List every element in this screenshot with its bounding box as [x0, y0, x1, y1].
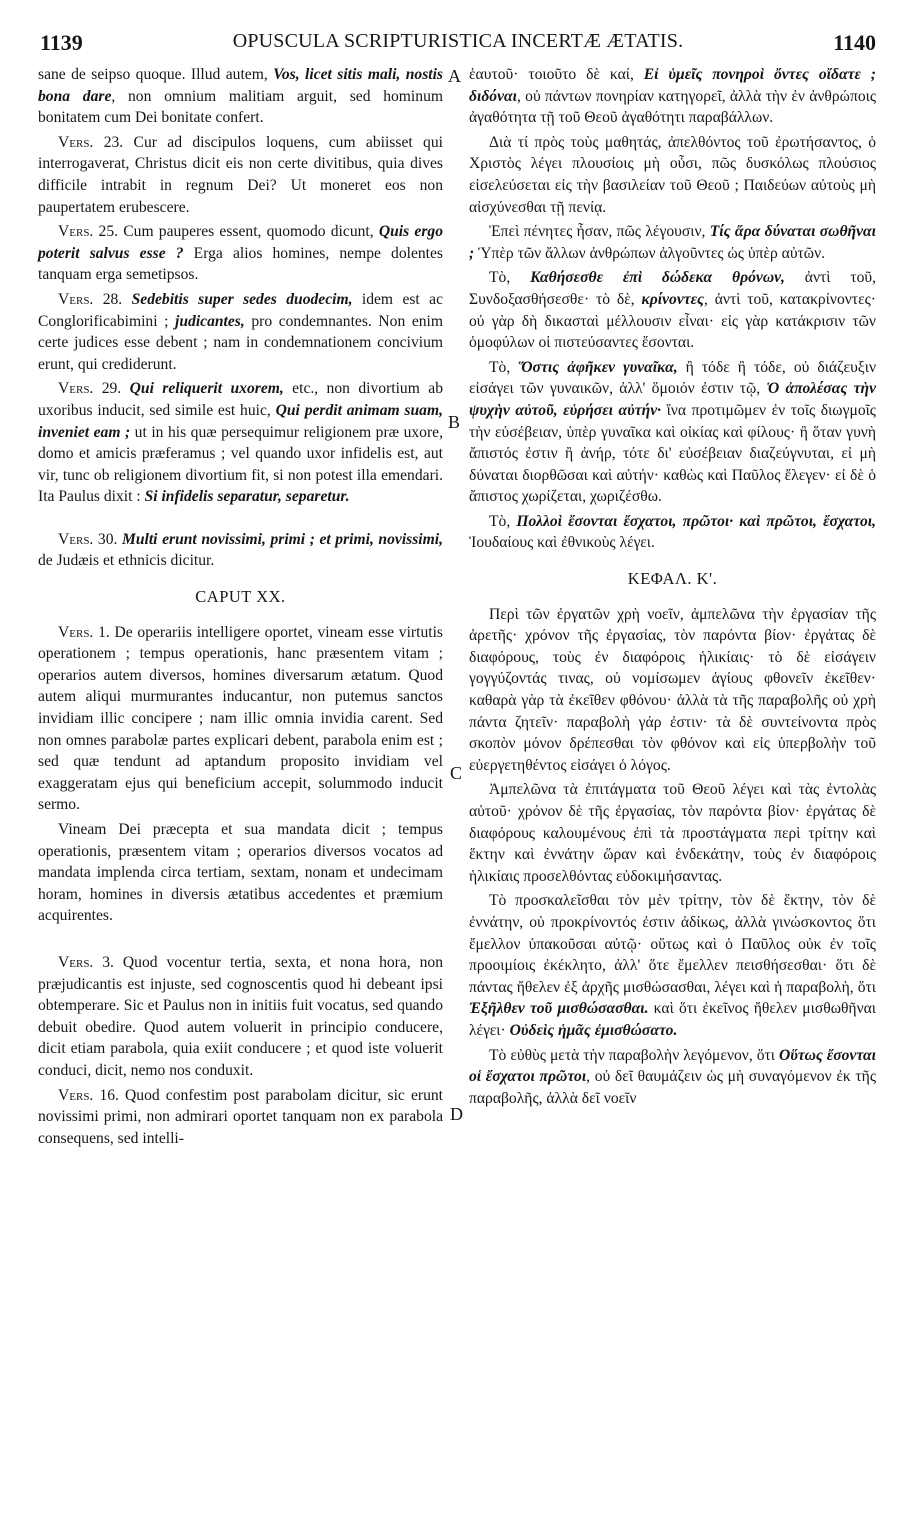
greek-paragraph: Τὸ εὐθὺς μετὰ τὴν παραβολὴν λεγόμενον, ὅτι Οὕτως ἔσονται οἱ ἔσχατοι πρῶτοι, οὐ δεῖ θαυμάζειν ὡς μὴ συναγόμενον ἐκ τῆς παραβολῆς, ἀλλὰ δεῖ νοεῖν	[469, 1046, 876, 1107]
greek-paragraph: Ἀμπελῶνα τὰ ἐπιτάγματα τοῦ Θεοῦ λέγει καὶ τὰς ἐντολὰς αὐτοῦ· χρόνον δὲ τῆς ἐργασίας, τὸν παρόντα βίον· ἐργάτας δὲ διαφόρους καλουμένους ἐπὶ τὰ προστάγματα περὶ τρίτην καὶ ἕκτην καὶ ἐννάτην ὥραν καὶ ἑνδεκάτην, τοὺς ἐν διαφόροις ἡλικίαις προσελθόντας εὐδοκιμήσαντας.	[469, 781, 876, 885]
verse-label: Vers. 25.	[58, 223, 119, 241]
greek-paragraph: ἑαυτοῦ· τοιοῦτο δὲ καί, Εἰ ὑμεῖς πονηροὶ ὄντες οἴδατε ; διδόναι, οὐ πάντων πονηρίαν κατηγορεῖ, ἀλλὰ τὴν ἐν ἀνθρώποις ἀγαθότητα τῇ τοῦ Θεοῦ ἀγαθότητι παραβάλλων.	[469, 66, 876, 127]
page-header	[40, 30, 876, 64]
verse-label: Vers. 1.	[58, 623, 110, 641]
verse-label: Vers. 29.	[58, 380, 122, 398]
latin-paragraph: Vineam Dei præcepta et sua mandata dicit ; tempus operationis, præsentem vitam ; operarios diversos vocatos ad mandata implenda circa tertiam, sextam, nonam et undecimam horam, homines in diversis ætatibus accedentes et præmium acquirentes.	[38, 821, 443, 925]
verse-label: Vers. 3.	[58, 953, 114, 971]
chapter-heading-latin: CAPUT XX.	[195, 587, 286, 607]
latin-paragraph: Vers. 3. Quod vocentur tertia, sexta, et nona hora, non præjudicantis est injuste, sed cognoscentis quod hi debeant ipsi obtemperare. Sic et Paulus non in initiis fuit vocatus, sed quando debuit obedire. Quod autem voluerit in principio conducere, dicit etiam parabola, quia exiit conducere ; et quod iste voluerit conduci, dicit, nemo nos conduxit.	[38, 953, 444, 1079]
latin-paragraph: Vers. 1. De operariis intelligere oportet, vineam esse virtutis operationem ; tempus operationis, hanc præsentem vitam ; operarios autem diversos, homines diversarum ætatum. Quod autem aliqui murmurantes inducantur, non putemus sanctos invidiam illic concipere ; nam illic omnia invidia carent. Sed non omnes parabolæ partes explicari debent, parabola enim est ; sed quæ tendunt ad aptandum proposito invidiam vel exaggeratam ejus qui beneficium accepit, solummodo inducit sermo.	[38, 623, 443, 814]
greek-paragraph: Περὶ τῶν ἐργατῶν χρὴ νοεῖν, ἀμπελῶνα τὴν ἐργασίαν τῆς ἀρετῆς· χρόνον τῆς ἐργασίας, τὸν παρόντα βίον· ἐργάτας δὲ διαφόρους, τοὺς ἐν διαφόροις ἡλικίαις· τὸ δὲ εἰσάγειν γογγύζοντάς τινας, οὐ νομίσωμεν ἁγίους φθονεῖν ἐκεῖθεν· καθαρὰ γὰρ τὰ ἐκεῖθεν φθόνου· ἀλλὰ τὰ τῆς παραβολῆς οὐ χρὴ πάντα ζητεῖν· παραβολὴ γάρ ἐστιν· τὰ δὲ συντείνοντα πρὸς σκοπὸν μόνον δρέπεσθαι τὸν φθόνον καὶ εἰς ὑπερβολὴν τοῦ εὐεργετηθέντος εἰσάγει ὁ λόγος.	[469, 605, 876, 774]
latin-paragraph: Vers. 25. Cum pauperes essent, quomodo dicunt, Quis ergo poterit salvus esse ? Erga alios homines, nempe dolentes tanquam erga semetipsos.	[38, 223, 443, 284]
latin-paragraph: sane de seipso quoque. Illud autem, Vos, licet sitis mali, nostis bona dare, non omnium malitiam arguit, sed hominum bonitatem cum Dei bonitate confert.	[38, 66, 444, 127]
greek-paragraph: Ἐπεὶ πένητες ἦσαν, πῶς λέγουσιν, Τίς ἄρα δύναται σωθῆναι ; Ὑπὲρ τῶν ἄλλων ἀνθρώπων ἀλγοῦντες ὡς ὑπὲρ αὐτῶν.	[469, 223, 876, 262]
verse-label: Vers. 23.	[58, 133, 124, 151]
greek-column	[469, 64, 876, 1112]
page-number-left: 1139	[40, 30, 83, 55]
latin-paragraph: Vers. 29. Qui reliquerit uxorem, etc., non divortium ab uxoribus inducit, sed simile est huic, Qui perdit animam suam, inveniet eam ; ut in his quæ persequimur religionem præ uxore, domo et amicis præferamus ; vel quando uxor infidelis est, aut vir, tunc ob religionem divortium fit, si non potest illa emendari. Ita Paulus dixit : Si infidelis separatur, separetur.	[38, 380, 443, 506]
margin-marker-b: B	[448, 412, 461, 432]
margin-marker-c: C	[450, 763, 463, 783]
greek-paragraph: Τὸ, Καθήσεσθε ἐπὶ δώδεκα θρόνων, ἀντὶ τοῦ, Συνδοξασθήσεσθε· τὸ δὲ, κρίνοντες, ἀντὶ τοῦ, κατακρίνοντες· οὐ γὰρ δὴ δικασταὶ μέλλουσιν εἶναι· εἰς γὰρ κατάκρισιν τῶν ὁμοφύλων οἱ πιστεύσαντες ἔσονται.	[469, 269, 876, 352]
greek-paragraph: Τὸ προσκαλεῖσθαι τὸν μὲν τρίτην, τὸν δὲ ἕκτην, τὸν δὲ ἐννάτην, οὐ προκρίνοντός ἐστιν ἀδίκως, ἀλλὰ γινώσκοντος ὅτι ἔμελλον ὑπακοῦσαι αὐτῷ· οὕτως καὶ ὁ Παῦλος οὐκ ἐν τοῖς προοιμίοις ἐκέκλητο, ἀλλ' ὅτε ἔμελλεν πεισθήσεσθαι· ὅτι δὲ πάντας ἤθελεν ἐξ ἀρχῆς μισθώσασθαι, λέγει καὶ ἡ παραβολὴ, ὅτι Ἐξῆλθεν τοῦ μισθώσασθαι. καὶ ὅτι ἐκεῖνος ἤθελεν μισθωθῆναι λέγει· Οὐδεὶς ἡμᾶς ἐμισθώσατο.	[469, 892, 876, 1039]
verse-label: Vers. 16.	[58, 1086, 119, 1104]
latin-paragraph: Vers. 30. Multi erunt novissimi, primi ; et primi, novissimi, de Judæis et ethnicis dicitur.	[38, 530, 443, 570]
running-title: OPUSCULA SCRIPTURISTICA INCERTÆ ÆTATIS.	[232, 30, 684, 52]
page-number-right: 1140	[833, 30, 876, 55]
greek-paragraph: Τὸ, Ὅστις ἀφῆκεν γυναῖκα, ἢ τόδε ἢ τόδε, οὐ διάζευξιν εἰσάγει τῶν γυναικῶν, ἀλλ' ὅμοιόν ἐστιν τῷ, Ὁ ἀπολέσας τὴν ψυχὴν αὐτοῦ, εὑρήσει αὐτήν· ἵνα προτιμῶμεν ἐν τοῖς διωγμοῖς τὴν εὐσέβειαν, ὑπὲρ γυναῖκα καὶ οἰκίας καὶ φίλους· ἢ ὅταν γυνὴ ἄπιστός ἐστιν ἢ ἀνήρ, τότε δι' εὐσέβειαν διαζεύγνυται, εἰ μὴ δύναται διορθῶσαι καὶ αὐτήν· καθὼς καὶ Παῦλος ἔλεγεν· εἰ δὲ ὁ ἄπιστος χωρίζεται, χωριζέσθω.	[469, 358, 876, 506]
latin-column	[38, 64, 443, 1152]
greek-paragraph: Τὸ, Πολλοὶ ἔσονται ἔσχατοι, πρῶτοι· καὶ πρῶτοι, ἔσχατοι, Ἰουδαίους καὶ ἐθνικοὺς λέγει.	[469, 512, 877, 552]
margin-marker-d: D	[450, 1104, 463, 1124]
margin-marker-a: A	[448, 66, 461, 86]
verse-label: Vers. 30.	[58, 530, 118, 548]
verse-label: Vers. 28.	[58, 290, 123, 308]
latin-paragraph: Vers. 23. Cur ad discipulos loquens, cum abiisset qui interrogaverat, Christus dicit eis non certe divitibus, quia dives difficile intrabit in regnum Dei? Ut moneret eos non paupertatem erubescere.	[38, 133, 443, 216]
chapter-heading-greek: ΚΕΦΑΛ. Κ'.	[627, 569, 718, 589]
latin-paragraph: Vers. 28. Sedebitis super sedes duodecim, idem est ac Conglorificabimini ; judicantes, pro condemnantes. Non enim certe judices esse debent ; nam in condemnationem concivium erunt, qui crediderunt.	[38, 290, 444, 373]
greek-paragraph: Διὰ τί πρὸς τοὺς μαθητάς, ἀπελθόντος τοῦ ἐρωτήσαντος, ὁ Χριστὸς λέγει πλουσίοις μὴ οὖσι, πῶς δυσκόλως πλούσιος εἰσελεύσεται εἰς τὴν βασιλείαν τοῦ Θεοῦ ; Παιδεύων αὐτοὺς μὴ αἰσχύνεσθαι τῇ πενίᾳ.	[469, 133, 876, 216]
latin-paragraph: Vers. 16. Quod confestim post parabolam dicitur, sic erunt novissimi primi, non admirari oportet tanquam non ex parabola consequens, sed intelli-	[38, 1086, 443, 1147]
